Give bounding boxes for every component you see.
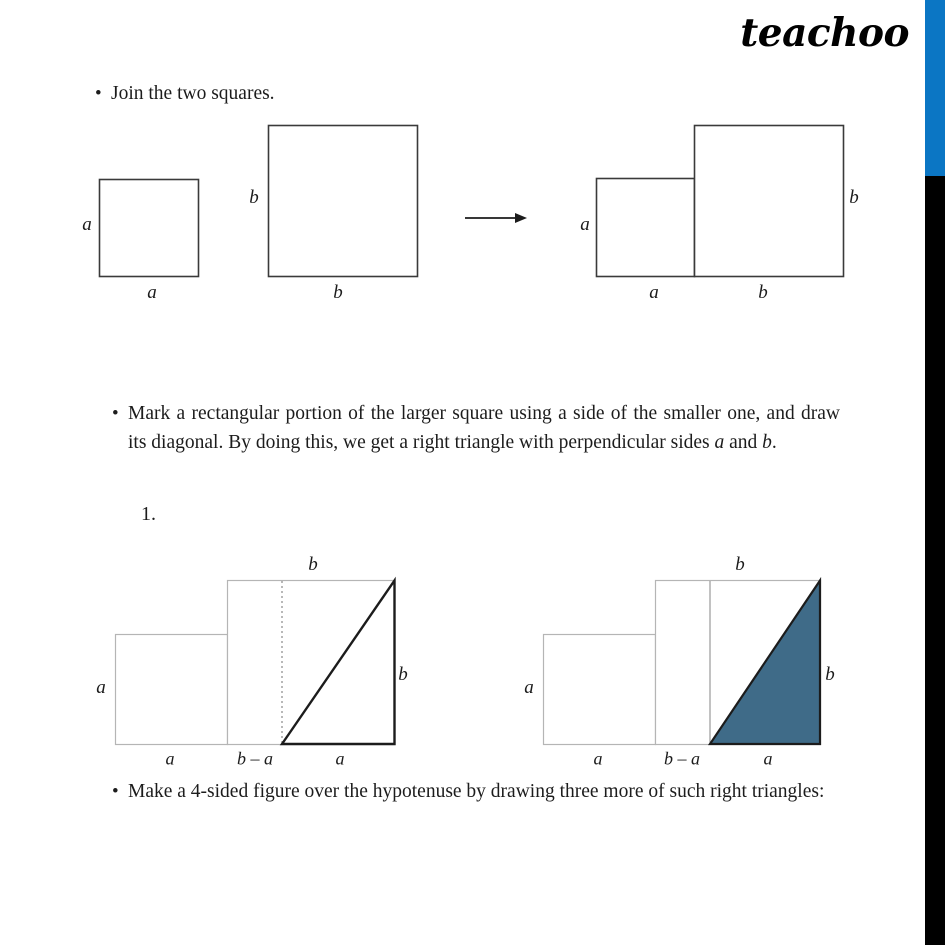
row2-left-label-bottom-bminusa: b – a [237, 748, 273, 769]
bullet-mark-line1: Mark a rectangular portion of the larger square using a side of the [128, 403, 658, 424]
row2-right-label-b-top: b [735, 554, 745, 575]
row1-joined-large-label-right: b [849, 187, 859, 208]
bullet-mark-line3-start: triangle with perpendicular sides [454, 431, 715, 453]
row1-joined-small-square [597, 179, 695, 277]
row2-left-right-triangle [282, 581, 395, 745]
bullet-mark-var-b: b [762, 431, 772, 453]
row2-right-label-b-right: b [825, 664, 835, 685]
bullet-four-sided-line2: of such right triangles: [648, 781, 825, 802]
bullet-join-text: Join the two squares. [111, 83, 275, 104]
row1-large-square-label-left: b [249, 187, 259, 208]
bullet-mark-var-a: a [714, 431, 725, 453]
bullet-four-sided-line1: Make a 4-sided figure over the hypotenuse by drawing three more [128, 781, 644, 802]
row2-left-small-square [116, 635, 228, 745]
row2-right-small-square [544, 635, 656, 745]
row1-joined-large-square [695, 126, 844, 277]
bullet-mark-and: and [724, 431, 763, 453]
row1-joined-large-label-bottom: b [758, 282, 768, 303]
bullet-marker-icon: • [112, 403, 119, 424]
row2-left-label-b-right: b [398, 664, 408, 685]
right-edge-blue-bar [925, 0, 945, 176]
row2-right-label-bottom-bminusa: b – a [664, 748, 700, 769]
bullet-four-sided-figure [112, 778, 852, 807]
teachoo-logo: teachoo [740, 10, 909, 56]
right-edge-black-bar [925, 176, 945, 945]
row2-left-label-bottom-a2: a [335, 748, 345, 769]
bullet-four-sided-text [128, 778, 840, 807]
step-number-1: 1. [141, 503, 156, 525]
bullet-mark-rectangle [112, 400, 852, 457]
row1-large-square [269, 126, 418, 277]
row1-small-square-label-left: a [82, 214, 92, 235]
bullet-marker-icon: • [95, 83, 102, 104]
row1-joined-small-label-bottom: a [649, 282, 659, 303]
row2-left-label-bottom-a1: a [165, 748, 175, 769]
row2-right-label-bottom-a2: a [763, 748, 773, 769]
bullet-mark-text [128, 400, 840, 457]
row2-right-label-bottom-a1: a [593, 748, 603, 769]
bullet-marker-icon: • [112, 781, 119, 802]
row2-left-label-b-top: b [308, 554, 318, 575]
row1-joined-small-label-left: a [580, 214, 590, 235]
row1-small-square [100, 180, 199, 277]
row1-small-square-label-bottom: a [147, 282, 157, 303]
row2-left-large-square [228, 581, 395, 745]
row2-right-label-a-left: a [524, 677, 534, 698]
bullet-mark-line2: smaller one, and draw its diagonal. By doing this, we get a right [128, 403, 841, 453]
row1-large-square-label-bottom: b [333, 282, 343, 303]
bullet-mark-period: . [771, 431, 777, 453]
bullet-join-squares [95, 80, 615, 109]
row2-right-large-square [656, 581, 821, 745]
right-arrow-icon [465, 213, 527, 223]
row2-right-filled-triangle [710, 581, 820, 745]
row2-left-label-a-left: a [96, 677, 106, 698]
